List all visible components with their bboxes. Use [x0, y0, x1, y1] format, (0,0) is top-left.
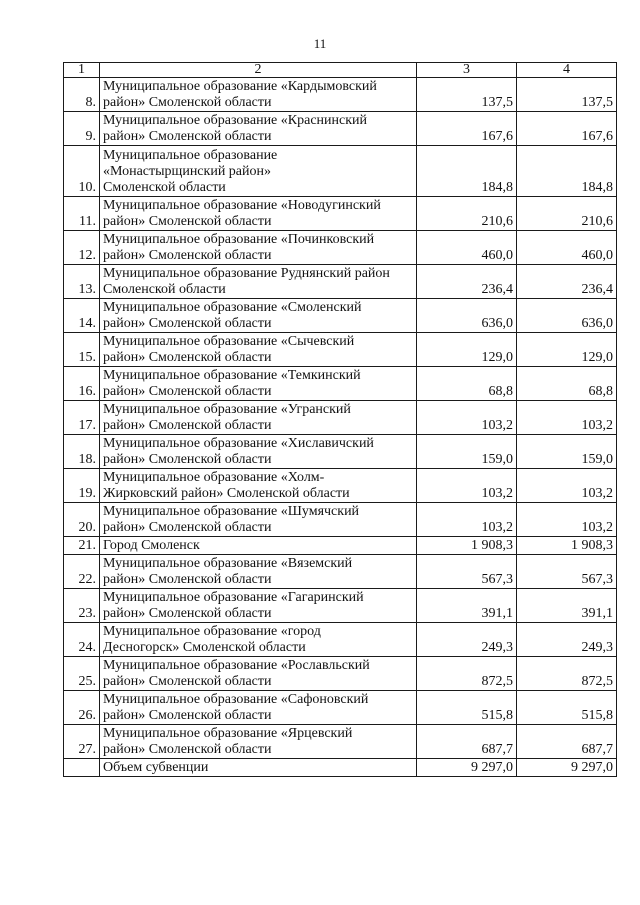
value-col3: 137,5 [417, 78, 517, 112]
municipality-name-line: Муниципальное образование «Сычевский [103, 334, 355, 349]
row-number: 19. [64, 469, 100, 503]
value-col4: 167,6 [517, 112, 617, 146]
municipality-name-line: Муниципальное образование «Холм- [103, 470, 325, 485]
municipality-name [100, 657, 417, 691]
page-number: 11 [313, 36, 327, 51]
municipality-name-line: район» Смоленской области [103, 418, 272, 433]
row-number: 18. [64, 435, 100, 469]
municipality-name-line: Муниципальное образование «Новодугинский [103, 198, 381, 213]
value-col4: 137,5 [517, 78, 617, 112]
municipality-name [100, 623, 417, 657]
municipality-name [100, 112, 417, 146]
municipality-name [100, 367, 417, 401]
value-col3: 636,0 [417, 299, 517, 333]
municipality-name-line: «Монастырщинский район» [103, 164, 272, 179]
municipality-name [100, 435, 417, 469]
municipality-name-line: район» Смоленской области [103, 520, 272, 535]
table-row [64, 231, 617, 265]
municipality-name [100, 691, 417, 725]
municipality-name-line: район» Смоленской области [103, 129, 272, 144]
municipality-name-line: Муниципальное образование «Шумячский [103, 504, 360, 519]
municipality-name-line: район» Смоленской области [103, 214, 272, 229]
value-col4: 68,8 [517, 367, 617, 401]
value-col4: 103,2 [517, 469, 617, 503]
row-number: 26. [64, 691, 100, 725]
value-col3: 460,0 [417, 231, 517, 265]
row-number: 23. [64, 589, 100, 623]
value-col3: 515,8 [417, 691, 517, 725]
value-col3: 391,1 [417, 589, 517, 623]
column-header: 2 [100, 63, 417, 78]
table-row [64, 112, 617, 146]
value-col4: 567,3 [517, 555, 617, 589]
value-col4: 1 908,3 [517, 537, 617, 555]
municipality-name-line: Муниципальное образование «Темкинский [103, 368, 361, 383]
value-col3: 249,3 [417, 623, 517, 657]
value-col4: 236,4 [517, 265, 617, 299]
subvention-table [63, 62, 617, 777]
table-row [64, 725, 617, 759]
row-number: 17. [64, 401, 100, 435]
value-col4: 391,1 [517, 589, 617, 623]
value-col3: 687,7 [417, 725, 517, 759]
municipality-name-line: Муниципальное образование «Ярцевский [103, 726, 353, 741]
table-row [64, 469, 617, 503]
municipality-name-line: Муниципальное образование «Сафоновский [103, 692, 369, 707]
value-col3: 159,0 [417, 435, 517, 469]
municipality-name-line: Муниципальное образование [103, 148, 278, 163]
municipality-name [100, 146, 417, 197]
row-number: 21. [64, 537, 100, 555]
value-col4: 210,6 [517, 197, 617, 231]
municipality-name [100, 503, 417, 537]
municipality-name-line: район» Смоленской области [103, 316, 272, 331]
table-row [64, 657, 617, 691]
row-number [64, 759, 100, 777]
municipality-name-line: Муниципальное образование «Гагаринский [103, 590, 364, 605]
row-number: 9. [64, 112, 100, 146]
value-col4: 872,5 [517, 657, 617, 691]
row-number: 22. [64, 555, 100, 589]
table-row [64, 503, 617, 537]
municipality-name [100, 469, 417, 503]
table-row [64, 78, 617, 112]
value-col3: 1 908,3 [417, 537, 517, 555]
municipality-name-line: Десногорск» Смоленской области [103, 640, 306, 655]
municipality-name [100, 333, 417, 367]
municipality-name [100, 401, 417, 435]
total-label: Объем субвенции [100, 759, 417, 777]
municipality-name-line: район» Смоленской области [103, 674, 272, 689]
municipality-name [100, 78, 417, 112]
municipality-name-line: Смоленской области [103, 180, 226, 195]
municipality-name-line: Муниципальное образование «Кардымовский [103, 79, 377, 94]
table-row [64, 555, 617, 589]
value-col4: 249,3 [517, 623, 617, 657]
value-col3: 103,2 [417, 401, 517, 435]
column-header: 4 [517, 63, 617, 78]
municipality-name-line: Муниципальное образование «Краснинский [103, 113, 368, 128]
municipality-name [100, 725, 417, 759]
value-col4: 636,0 [517, 299, 617, 333]
municipality-name-line: район» Смоленской области [103, 452, 272, 467]
table-row [64, 623, 617, 657]
municipality-name-line: Жирковский район» Смоленской области [103, 486, 350, 501]
municipality-name-line: район» Смоленской области [103, 248, 272, 263]
column-header: 1 [64, 63, 100, 78]
municipality-name-line: Город Смоленск [103, 538, 200, 553]
table-row [64, 299, 617, 333]
value-col3: 103,2 [417, 503, 517, 537]
municipality-name-line: район» Смоленской области [103, 742, 272, 757]
table-row [64, 435, 617, 469]
value-col4: 103,2 [517, 503, 617, 537]
table-row [64, 333, 617, 367]
value-col3: 129,0 [417, 333, 517, 367]
table-row [64, 589, 617, 623]
municipality-name-line: Муниципальное образование Руднянский район [103, 266, 390, 281]
row-number: 11. [64, 197, 100, 231]
value-col3: 210,6 [417, 197, 517, 231]
row-number: 10. [64, 146, 100, 197]
municipality-name-line: район» Смоленской области [103, 572, 272, 587]
municipality-name-line: Муниципальное образование «город [103, 624, 321, 639]
row-number: 12. [64, 231, 100, 265]
value-col4: 687,7 [517, 725, 617, 759]
value-col3: 68,8 [417, 367, 517, 401]
value-col4: 184,8 [517, 146, 617, 197]
municipality-name-line: район» Смоленской области [103, 95, 272, 110]
row-number: 14. [64, 299, 100, 333]
municipality-name [100, 589, 417, 623]
total-col3: 9 297,0 [417, 759, 517, 777]
value-col3: 567,3 [417, 555, 517, 589]
value-col4: 460,0 [517, 231, 617, 265]
table-row [64, 401, 617, 435]
value-col3: 184,8 [417, 146, 517, 197]
value-col3: 236,4 [417, 265, 517, 299]
table-row [64, 265, 617, 299]
value-col4: 129,0 [517, 333, 617, 367]
municipality-name-line: Муниципальное образование «Рославльский [103, 658, 370, 673]
municipality-name [100, 265, 417, 299]
value-col4: 103,2 [517, 401, 617, 435]
municipality-name-line: район» Смоленской области [103, 350, 272, 365]
row-number: 13. [64, 265, 100, 299]
row-number: 24. [64, 623, 100, 657]
value-col3: 872,5 [417, 657, 517, 691]
row-number: 15. [64, 333, 100, 367]
column-header: 3 [417, 63, 517, 78]
total-col4: 9 297,0 [517, 759, 617, 777]
row-number: 16. [64, 367, 100, 401]
row-number: 20. [64, 503, 100, 537]
municipality-name-line: Смоленской области [103, 282, 226, 297]
municipality-name-line: район» Смоленской области [103, 606, 272, 621]
table-row [64, 146, 617, 197]
municipality-name-line: район» Смоленской области [103, 384, 272, 399]
row-number: 25. [64, 657, 100, 691]
table-body [64, 78, 617, 777]
municipality-name-line: Муниципальное образование «Починковский [103, 232, 375, 247]
table-header-row [64, 63, 617, 78]
municipality-name-line: Муниципальное образование «Смоленский [103, 300, 362, 315]
value-col3: 167,6 [417, 112, 517, 146]
table-row [64, 367, 617, 401]
municipality-name [100, 299, 417, 333]
municipality-name-line: Муниципальное образование «Хиславичский [103, 436, 374, 451]
municipality-name-line: Муниципальное образование «Вяземский [103, 556, 353, 571]
table-row [64, 537, 617, 555]
municipality-name-line: район» Смоленской области [103, 708, 272, 723]
value-col4: 159,0 [517, 435, 617, 469]
row-number: 27. [64, 725, 100, 759]
row-number: 8. [64, 78, 100, 112]
municipality-name [100, 555, 417, 589]
total-row [64, 759, 617, 777]
municipality-name [100, 231, 417, 265]
value-col4: 515,8 [517, 691, 617, 725]
value-col3: 103,2 [417, 469, 517, 503]
municipality-name [100, 197, 417, 231]
municipality-name-line: Муниципальное образование «Угранский [103, 402, 351, 417]
municipality-name [100, 537, 417, 555]
table-row [64, 197, 617, 231]
table-row [64, 691, 617, 725]
